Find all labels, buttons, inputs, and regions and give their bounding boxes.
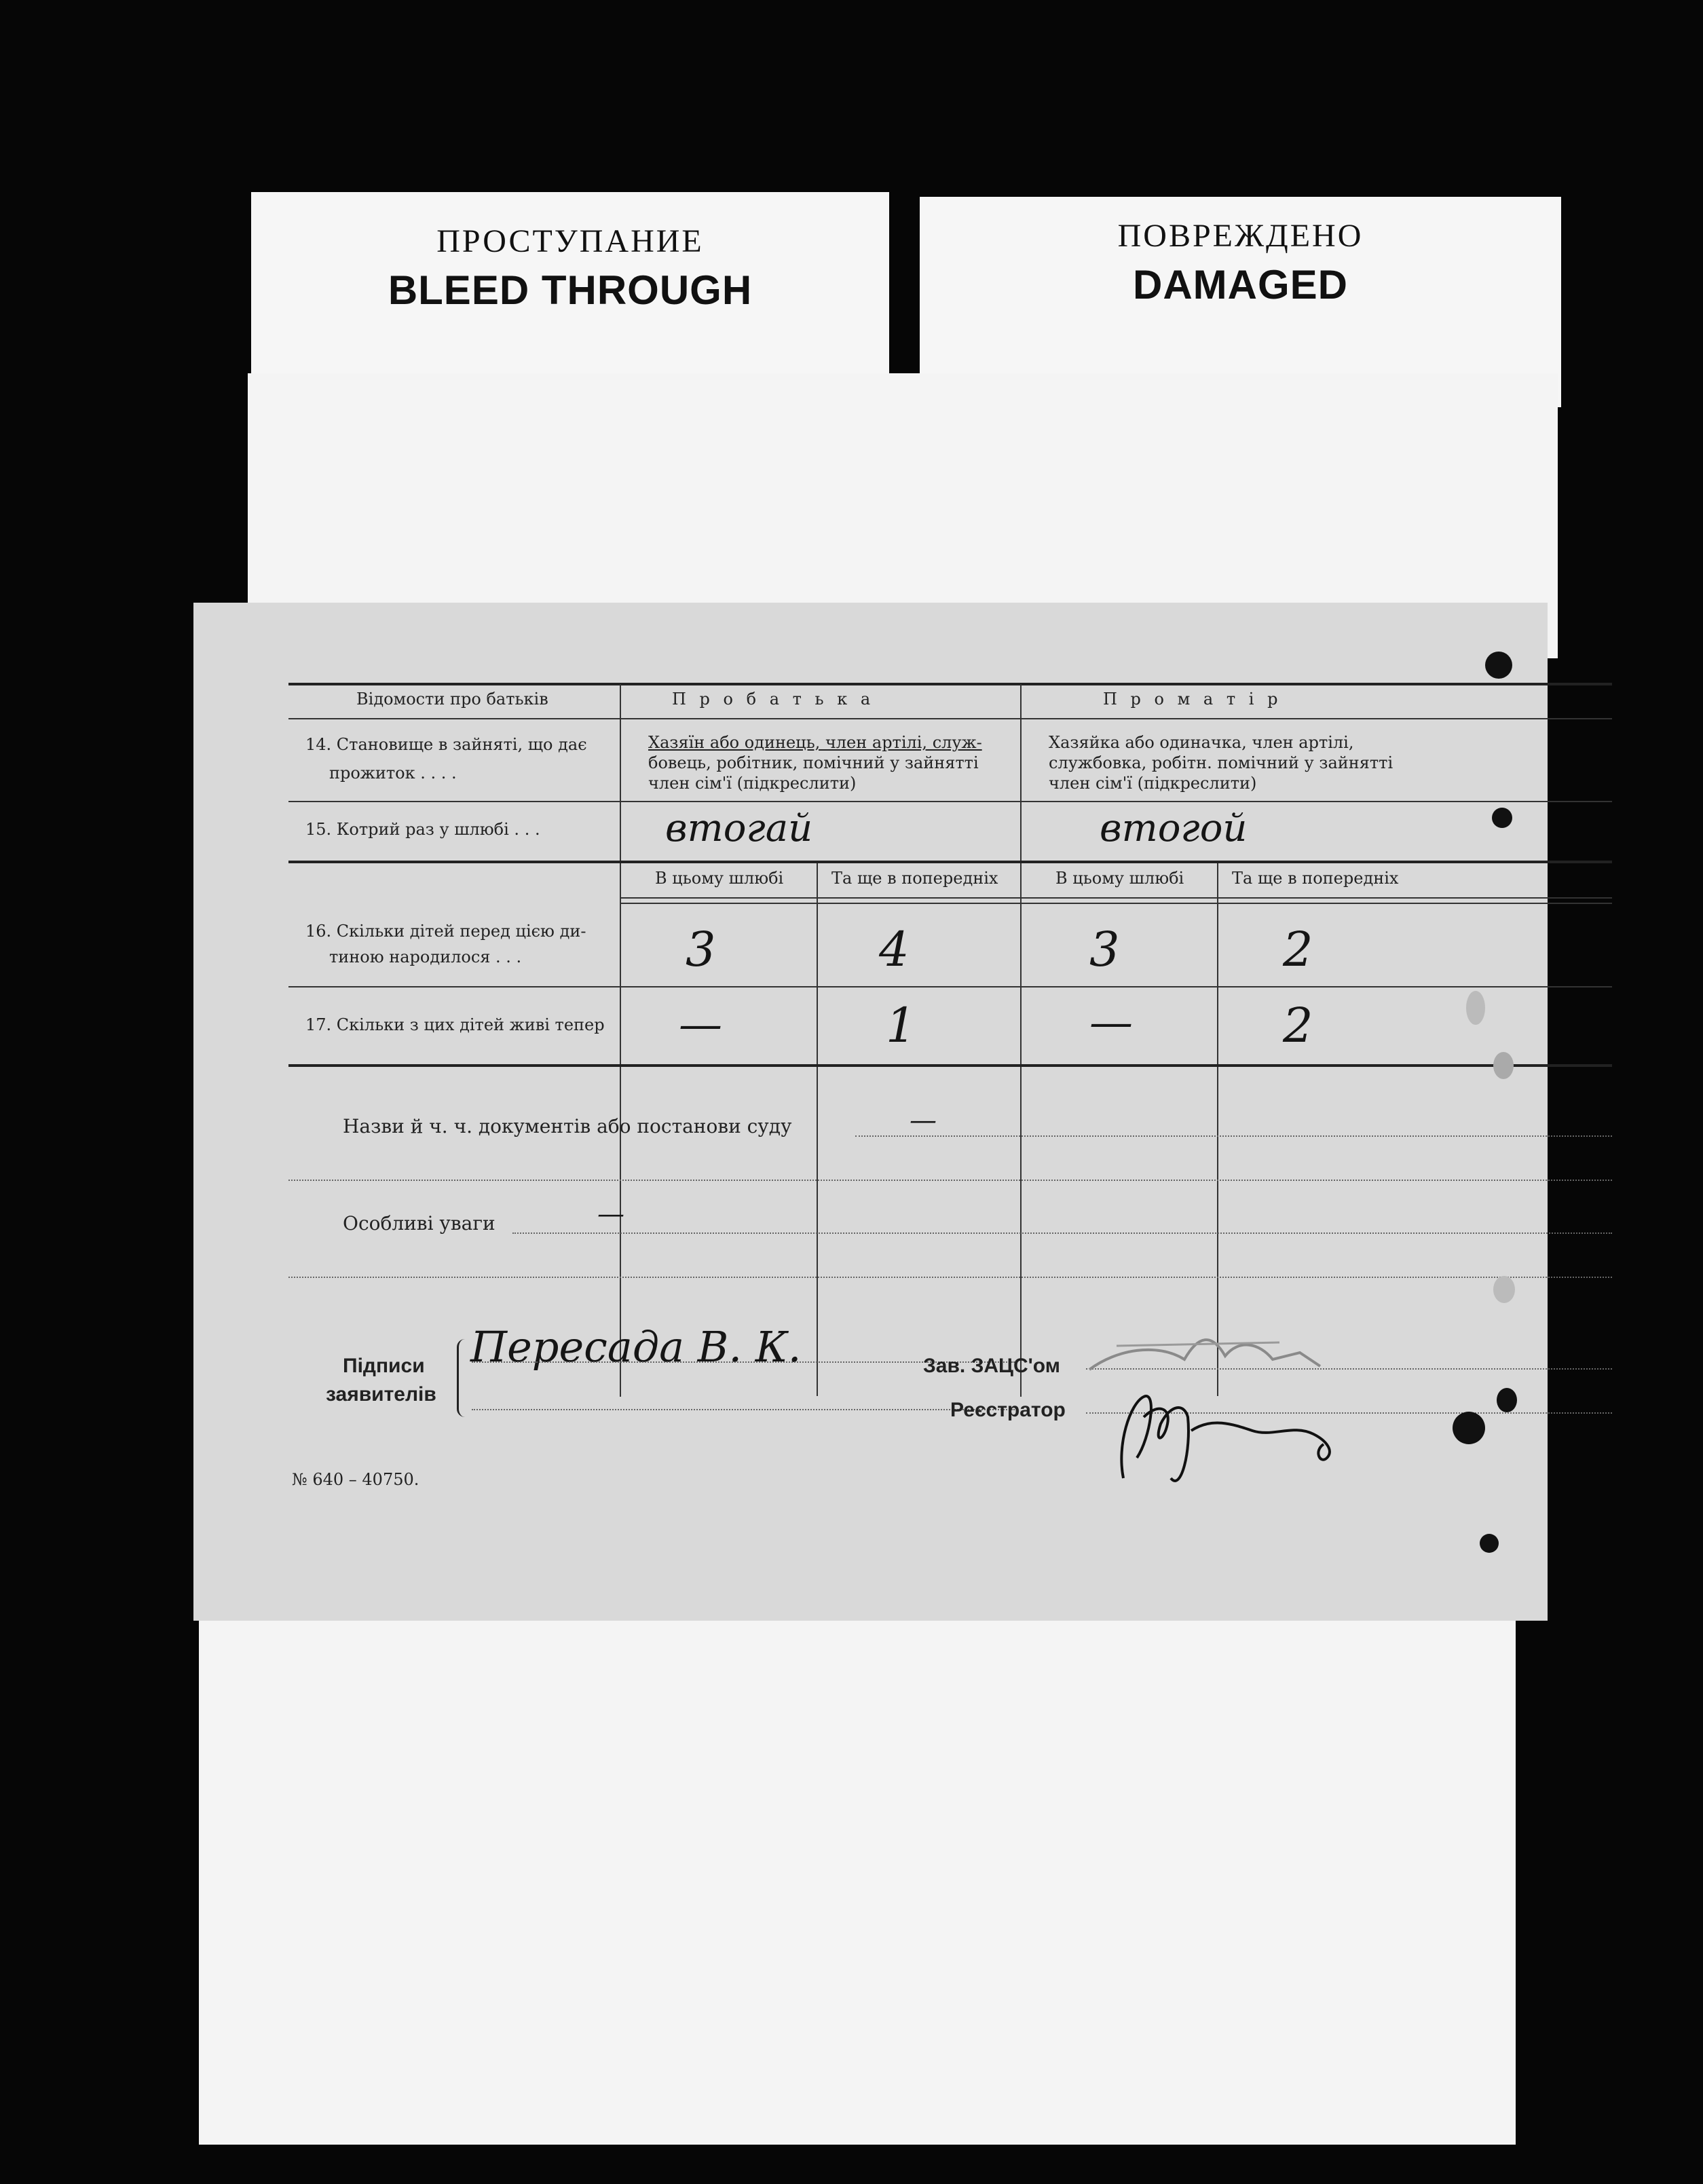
damage-spot <box>1493 1052 1514 1079</box>
row14-label-1: 14. Становище в зайняті, що дає <box>305 735 587 754</box>
head-signature <box>1076 1322 1347 1383</box>
row16-mother-prev: 2 <box>1283 922 1313 977</box>
row16-father-prev: 4 <box>879 922 910 977</box>
row17-mother-this: — <box>1089 998 1133 1048</box>
signatures-label-2: заявителів <box>326 1383 436 1406</box>
row14-mother-3: член сім'ї (підкреслити) <box>1049 774 1257 793</box>
registrar-signature <box>1096 1376 1381 1499</box>
row14-mother-2: службовка, робітн. помічний у зайнятті <box>1049 753 1393 772</box>
header-col3: П р о м а т і р <box>1103 690 1282 709</box>
bleed-through-card <box>251 192 889 389</box>
row16-mother-this: 3 <box>1089 922 1120 977</box>
header-col2: П р о б а т ь к а <box>672 690 875 709</box>
damage-spot <box>1493 1276 1515 1303</box>
registrar-label: Реєстратор <box>950 1399 1066 1421</box>
documents-label: Назви й ч. ч. документів або постанови суду <box>343 1115 792 1137</box>
row17-father-prev: 1 <box>886 998 916 1053</box>
damage-spot <box>1492 808 1512 828</box>
head-label: Зав. ЗАЦС'ом <box>923 1355 1060 1377</box>
row15-label: 15. Котрий раз у шлюбі . . . <box>305 820 540 839</box>
backing-sheet-lower <box>199 1595 1516 2145</box>
applicant-signature: Пересада В. К. <box>470 1322 802 1372</box>
remarks-label: Особливі уваги <box>343 1212 495 1235</box>
damaged-ru: ПОВРЕЖДЕНО <box>1117 218 1364 254</box>
row15-mother-value: втогой <box>1100 806 1248 850</box>
row14-mother-1: Хазяйка або одиначка, член артілі, <box>1049 733 1354 752</box>
sub-mother-prev: Та ще в попередніх <box>1232 869 1399 888</box>
birth-record-form <box>193 603 1548 1621</box>
row17-label: 17. Скільки з цих дітей живі тепер <box>305 1015 605 1034</box>
damaged-en: DAMAGED <box>1133 262 1348 307</box>
row14-father-1: Хазяїн або одинець, член артілі, служ- <box>648 733 982 752</box>
row16-label-2: тиною народилося . . . <box>329 947 522 966</box>
row14-label-2: прожиток . . . . <box>329 764 457 783</box>
sub-father-this: В цьому шлюбі <box>655 869 784 888</box>
sub-mother-this: В цьому шлюбі <box>1055 869 1184 888</box>
damage-spot <box>1466 991 1485 1025</box>
remarks-value: — <box>597 1199 624 1230</box>
damage-spot <box>1485 652 1512 679</box>
bleed-through-ru: ПРОСТУПАНИЕ <box>436 223 704 259</box>
row17-father-this: — <box>679 1000 722 1050</box>
documents-value: — <box>910 1105 937 1136</box>
row16-father-this: 3 <box>686 922 716 977</box>
signature-brace <box>457 1339 470 1417</box>
bleed-through-en: BLEED THROUGH <box>388 267 753 313</box>
signatures-label-1: Підписи <box>343 1355 425 1377</box>
damage-spot <box>1497 1388 1517 1412</box>
row15-father-value: втогай <box>665 806 813 850</box>
row14-father-3: член сім'ї (підкреслити) <box>648 774 857 793</box>
row16-label-1: 16. Скільки дітей перед цією ди- <box>305 922 586 941</box>
damage-spot <box>1453 1412 1485 1444</box>
header-col1: Відомости про батьків <box>356 690 548 709</box>
row14-father-2: бовець, робітник, помічний у зайнятті <box>648 753 979 772</box>
row17-mother-prev: 2 <box>1283 998 1313 1053</box>
damage-spot <box>1480 1534 1499 1553</box>
form-number: № 640 – 40750. <box>292 1470 419 1489</box>
sub-father-prev: Та ще в попередніх <box>831 869 998 888</box>
